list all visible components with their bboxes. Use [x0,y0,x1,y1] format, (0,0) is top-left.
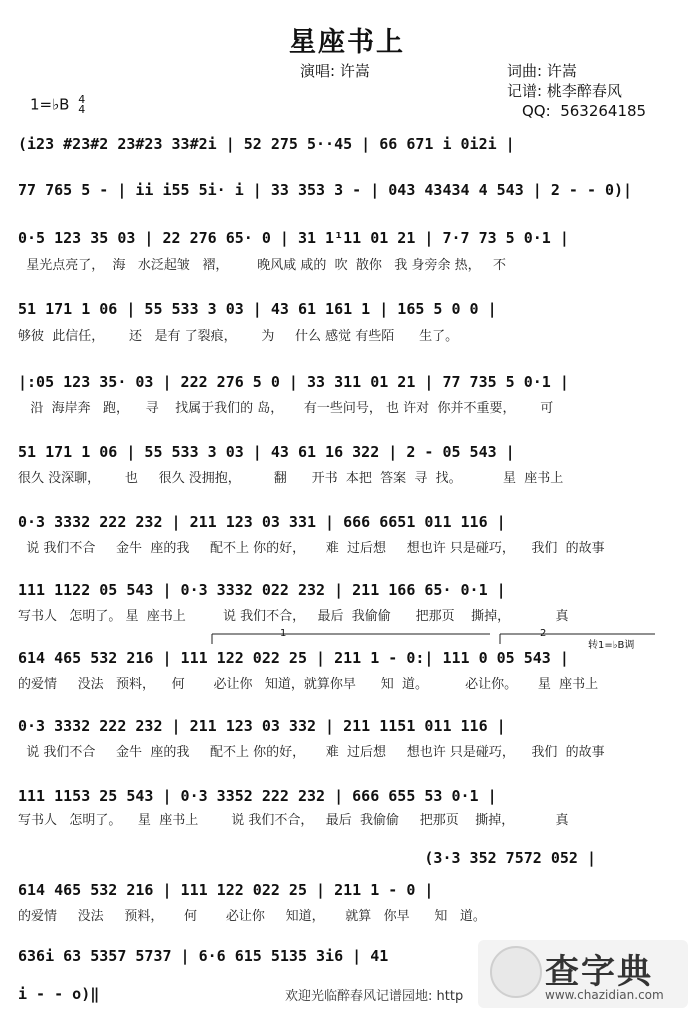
lyric-line-6: 很久 没深聊， 也 很久 没拥抱， 翻 开书 本把 答案 寻 找。 星 座书上 [18,471,564,486]
score-line-10: 0·3 3332 222 232 | 211 123 03 332 | 211 1151 011 116 | [18,717,506,735]
score-line-3: 0·5 123 35 03 | 22 276 65· 0 | 31 1¹11 01 21 | 7·7 73 5 0·1 | [18,229,569,247]
volta-first: 1 [280,628,287,639]
score-line-13: 614 465 532 216 | 111 122 022 25 | 211 1 - 0 | [18,881,434,899]
mascot-icon [490,946,542,998]
composer-credit: 词曲: 许嵩 [507,62,577,80]
footer-note: 欢迎光临醉春风记谱园地: http [285,989,464,1004]
time-bottom: 4 [78,103,86,116]
lyric-line-8: 写书人 怎明了。 星 座书上 说 我们不合， 最后 我偷偷 把那页 撕掉， 真 [18,609,569,624]
score-line-7: 0·3 3332 222 232 | 211 123 03 331 | 666 6651 011 116 | [18,513,506,531]
lyric-line-3: 星光点亮了， 海 水泛起皱 褶， 晚风咸 咸的 吹 散你 我 身旁余 热， 不 [18,258,506,273]
lyric-line-11: 写书人 怎明了。 星 座书上 说 我们不合， 最后 我偷偷 把那页 撕掉， 真 [18,813,569,828]
lyric-line-10: 说 我们不合 金牛 座的我 配不上 你的好， 难 过后想 想也许 只是碰巧， 我们 的故事 [18,745,605,760]
score-line-2: 77 765 5 - | ii i55 5i· i | 33 353 3 - | 043 43434 4 543 | 2 - - 0)| [18,181,633,199]
score-line-9: 614 465 532 216 | 111 122 022 25 | 211 1 - 0:| 111 0 05 543 | [18,649,569,667]
volta-second: 2 [540,628,547,639]
transcriber-credit: 记谱: 桃李醉春风 [507,82,622,100]
watermark-logo: 查字典 [545,952,653,992]
lyric-line-9: 的爱情 没法 预料， 何 必让你 知道，就算你早 知 道。 必让你。 星 座书上 [18,677,599,692]
key-label: 1=♭B [30,95,70,114]
lyric-line-4: 够彼 此信任， 还 是有 了裂痕， 为 什么 感觉 有些陌 生了。 [18,329,459,344]
modulation-note: 转1=♭B调 [588,640,635,651]
singer-credit: 演唱: 许嵩 [300,62,370,80]
qq-number: QQ: 563264185 [522,102,647,120]
score-line-12: (3·3 352 7572 052 | [18,849,596,867]
lyric-line-7: 说 我们不合 金牛 座的我 配不上 你的好， 难 过后想 想也许 只是碰巧， 我们 的故事 [18,541,605,556]
score-line-15: i - - o)‖ [18,985,100,1003]
lyric-line-5: 沿 海岸奔 跑， 寻 找属于我们的 岛， 有一些问号， 也 许对 你并不重要， 可 [18,401,554,416]
score-line-4: 51 171 1 06 | 55 533 3 03 | 43 61 161 1 | 165 5 0 0 | [18,300,497,318]
lyric-line-13: 的爱情 没法 预料， 何 必让你 知道， 就算 你早 知 道。 [18,909,486,924]
score-line-8: 111 1122 05 543 | 0·3 3332 022 232 | 211 166 65· 0·1 | [18,581,506,599]
watermark-url: www.chazidian.com [545,988,664,1002]
score-line-1: (i23 #23#2 23#23 33#2i | 52 275 5··45 | 66 671 i 0i2i | [18,135,515,153]
time-signature [78,95,85,115]
time-top: 4 [78,93,86,106]
score-line-11: 111 1153 25 543 | 0·3 3352 222 232 | 666 655 53 0·1 | [18,787,497,805]
score-line-5: |:05 123 35· 03 | 222 276 5 0 | 33 311 01 21 | 77 735 5 0·1 | [18,373,569,391]
score-line-14: 636i 63 5357 5737 | 6·6 615 5135 3i6 | 41 [18,947,389,965]
key-signature [30,95,85,115]
score-line-6: 51 171 1 06 | 55 533 3 03 | 43 61 16 322 | 2 - 05 543 | [18,443,515,461]
song-title: 星座书上 [289,27,405,58]
